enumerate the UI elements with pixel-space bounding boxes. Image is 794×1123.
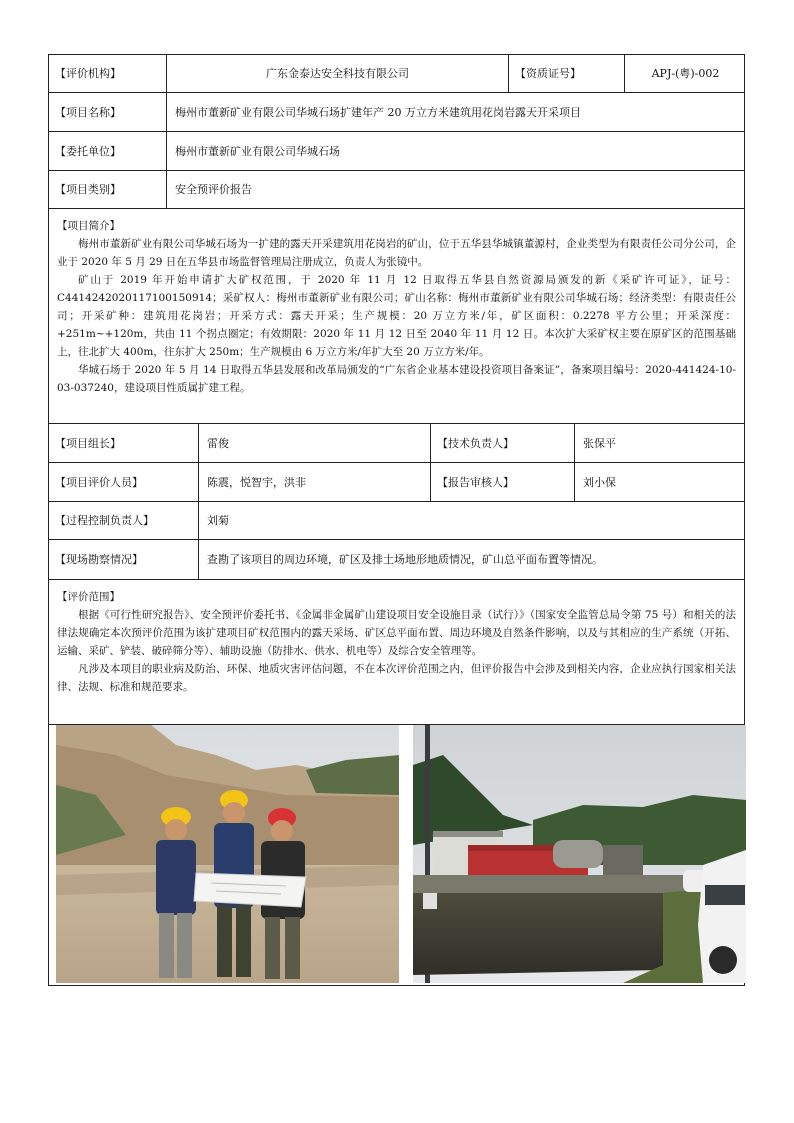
tech-value: 张保平 bbox=[583, 436, 616, 450]
intro-paragraph-1: 梅州市董新矿业有限公司华城石场为一扩建的露天开采建筑用花岗岩的矿山，位于五华县华城镇董源村，企业类型为有限责任公司分公司，企业于 2020 年 5 月 29 日在五华县市场监督管理局注册成立，负责人为张镜中。 bbox=[57, 238, 736, 268]
scope-paragraph-2: 凡涉及本项目的职业病及防治、环保、地质灾害评估问题，不在本次评价范围之内，但评价报告中会涉及到相关内容，企业应执行国家相关法律、法规、标准和规范要求。 bbox=[57, 663, 736, 693]
cert-value: APJ-(粤)-002 bbox=[651, 67, 720, 80]
site-pond-image bbox=[413, 725, 746, 983]
cert-label: 【资质证号】 bbox=[509, 55, 625, 92]
type-value: 安全预评价报告 bbox=[175, 183, 252, 196]
scope-paragraph-1: 根据《可行性研究报告》、安全预评价委托书、《金属非金属矿山建设项目安全设施目录（试行）》（国家安全监管总局令第 75 号）和相关的法律法规确定本次预评价范围为该扩建项目矿权范围内的露天采场、矿区总平面布置、周边环境及自然条件影响，以及与其相应的生产系统（开拓、运输、采矿、铲装、破碎筛分等）、辅助设施（防排水、供水、机电等）及综合安全管理等。 bbox=[57, 609, 736, 657]
row-organization bbox=[49, 55, 744, 93]
quarry-workers-image bbox=[56, 725, 399, 983]
client-value: 梅州市董新矿业有限公司华城石场 bbox=[175, 144, 340, 158]
survey-value: 查勘了该项目的周边环境，矿区及排土场地形地质情况，矿山总平面布置等情况。 bbox=[207, 553, 603, 566]
survey-label: 【现场勘察情况】 bbox=[49, 540, 199, 579]
type-label: 【项目类别】 bbox=[49, 171, 167, 208]
row-project-type bbox=[49, 171, 744, 209]
row-site-survey bbox=[49, 540, 744, 580]
row-evaluators bbox=[49, 463, 744, 502]
intro-paragraph-2: 矿山于 2019 年开始申请扩大矿权范围，于 2020 年 11 月 12 日取得五华县自然资源局颁发的新《采矿许可证》，证号：C4414242020117100150914；采矿权人：梅州市董新矿业有限公司；矿山名称：梅州市董新矿业有限公司华城石场；经济类型：有限责任公司；开采矿种：建筑用花岗岩；开采方式：露天开采；生产规模：20 万立方米/年，矿区面积：0.2278 平方公里；开采深度：+251m~+120m，共由 11 个拐点圈定；有效期限：2020 年 11 月 12 日至 2040 年 11 月 12 日。本次扩大采矿权主要在原矿区的范围基础上，往北扩大 400m，往东扩大 250m；生产规模由 6 万立方米/年扩大至 20 万立方米/年。 bbox=[57, 274, 736, 358]
evaluation-info-table bbox=[48, 54, 745, 986]
client-label: 【委托单位】 bbox=[49, 132, 167, 170]
row-team-leader bbox=[49, 424, 744, 463]
intro-title: 【项目简介】 bbox=[57, 220, 120, 232]
org-label: 【评价机构】 bbox=[49, 55, 167, 92]
reviewer-value: 刘小保 bbox=[583, 475, 616, 489]
row-project-name bbox=[49, 93, 744, 132]
process-value: 刘菊 bbox=[207, 514, 229, 527]
process-label: 【过程控制负责人】 bbox=[49, 502, 199, 539]
org-value: 广东金泰达安全科技有限公司 bbox=[167, 55, 509, 92]
row-client bbox=[49, 132, 744, 171]
quarry-workers-photo bbox=[56, 725, 399, 983]
row-process-control bbox=[49, 502, 744, 540]
intro-paragraph-3: 华城石场于 2020 年 5 月 14 日取得五华县发展和改革局颁发的“广东省企业基本建设投资项目备案证”，备案项目编号：2020-441424-10-03-037240，建设项目性质属扩建工程。 bbox=[57, 364, 736, 394]
scope-title: 【评价范围】 bbox=[57, 591, 120, 603]
leader-label: 【项目组长】 bbox=[49, 424, 199, 462]
site-pond-photo bbox=[413, 725, 746, 983]
evaluation-scope bbox=[49, 580, 744, 725]
project-name-label: 【项目名称】 bbox=[49, 93, 167, 131]
reviewer-label: 【报告审核人】 bbox=[431, 463, 575, 501]
tech-label: 【技术负责人】 bbox=[431, 424, 575, 462]
evaluators-label: 【项目评价人员】 bbox=[49, 463, 199, 501]
evaluators-value: 陈震，悦智宇，洪非 bbox=[199, 463, 431, 501]
project-intro bbox=[49, 209, 744, 424]
project-name-value: 梅州市董新矿业有限公司华城石场扩建年产 20 万立方米建筑用花岗岩露天开采项目 bbox=[175, 105, 581, 119]
leader-value: 雷俊 bbox=[199, 424, 431, 462]
